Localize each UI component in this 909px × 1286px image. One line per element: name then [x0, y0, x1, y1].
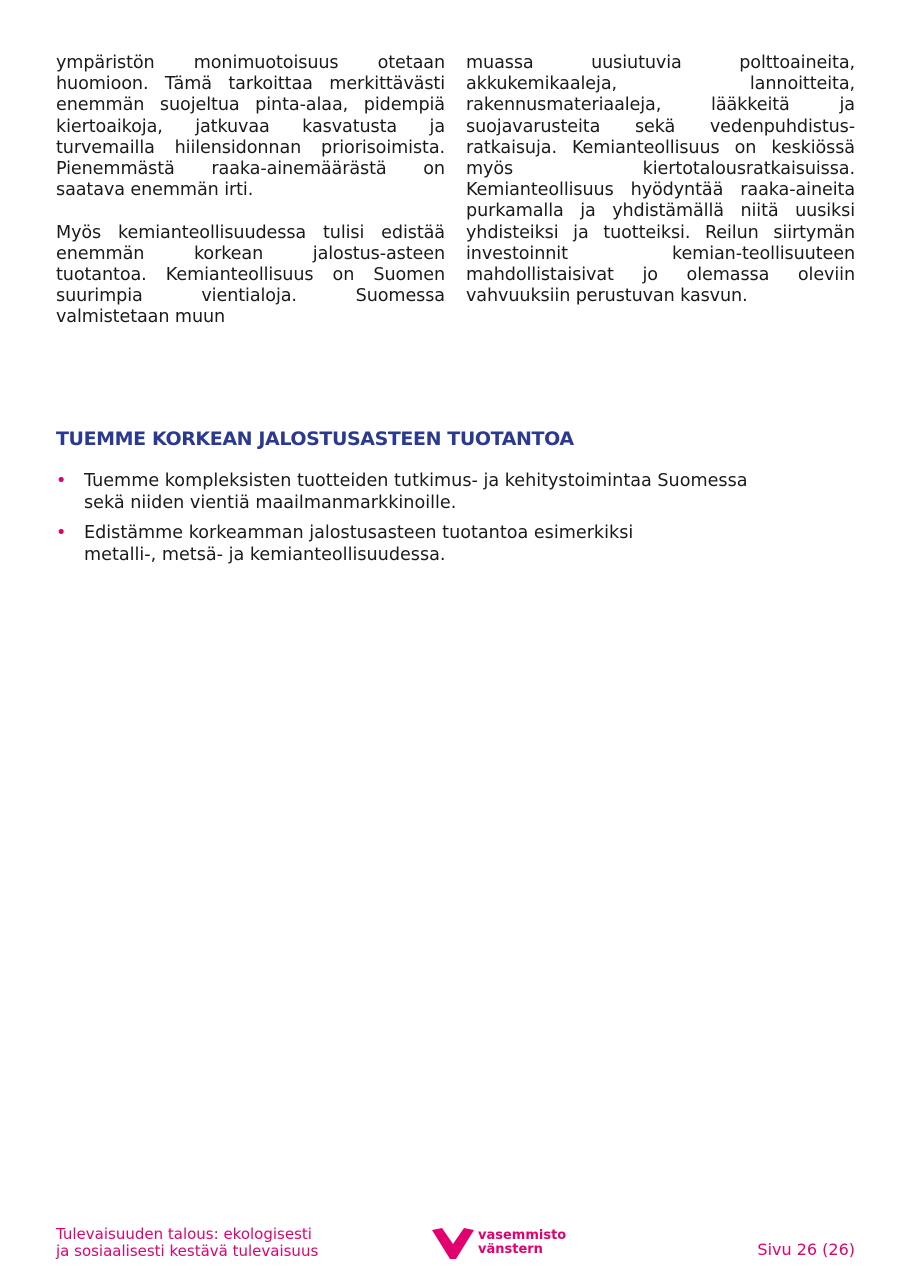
section-heading: TUEMME KORKEAN JALOSTUSASTEEN TUOTANTOA — [56, 428, 574, 450]
list-item-line: metalli-, metsä- ja kemianteollisuudessa. — [84, 544, 446, 565]
paragraph: Myös kemianteollisuudessa tulisi edistää enemmän korkean jalostus-asteen tuotantoa. Kemianteollisuus on Suomen suurimpia vientialoja. Suomessa valmistetaan muun — [56, 222, 445, 328]
logo-line: vänstern — [478, 1242, 543, 1257]
page-number: Sivu 26 (26) — [757, 1240, 855, 1259]
v-chevron-logo-icon — [432, 1226, 474, 1260]
list-item-line: sekä niiden vientiä maailmanmarkkinoille. — [84, 492, 457, 513]
logo-line: vasemmisto — [478, 1228, 567, 1243]
list-item-line: Edistämme korkeamman jalostusasteen tuotantoa esimerkiksi — [84, 523, 634, 543]
bullet-list — [56, 471, 836, 575]
logo-wordmark — [478, 1229, 566, 1257]
list-item — [56, 471, 836, 514]
party-logo — [432, 1226, 566, 1260]
footer-title-line: Tulevaisuuden talous: ekologisesti — [56, 1225, 312, 1243]
footer-title-line: ja sosiaalisesti kestävä tulevaisuus — [56, 1242, 319, 1260]
bullet-icon: • — [56, 523, 67, 543]
body-columns — [56, 53, 855, 329]
paragraph: muassa uusiutuvia polttoaineita, akkukemikaaleja, lannoitteita, rakennusmateriaaleja, lääkkeitä ja suojavarusteita sekä vedenpuhdistus-ratkaisuja. Kemianteollisuus on keskiössä myös kiertotalousratkaisuissa. Kemianteollisuus hyödyntää raaka-aineita purkamalla ja yhdistämällä niitä uusiksi yhdisteiksi ja tuotteiksi. Reilun siirtymän investoinnit kemian-teollisuuteen mahdollistaisivat jo olemassa oleviin vahvuuksiin perustuvan kasvun. — [466, 53, 855, 307]
footer-document-title — [56, 1226, 318, 1260]
list-item-line: Tuemme kompleksisten tuotteiden tutkimus- ja kehitystoimintaa Suomessa — [84, 471, 748, 491]
right-column — [466, 53, 855, 329]
left-column — [56, 53, 445, 329]
bullet-icon: • — [56, 471, 67, 491]
list-item — [56, 523, 836, 566]
paragraph: ympäristön monimuotoisuus otetaan huomioon. Tämä tarkoittaa merkittävästi enemmän suojeltua pinta-alaa, pidempiä kiertoaikoja, jatkuvaa kasvatusta ja turvemailla hiilensidonnan priorisoimista. Pienemmästä raaka-ainemäärästä on saatava enemmän irti. — [56, 53, 445, 201]
